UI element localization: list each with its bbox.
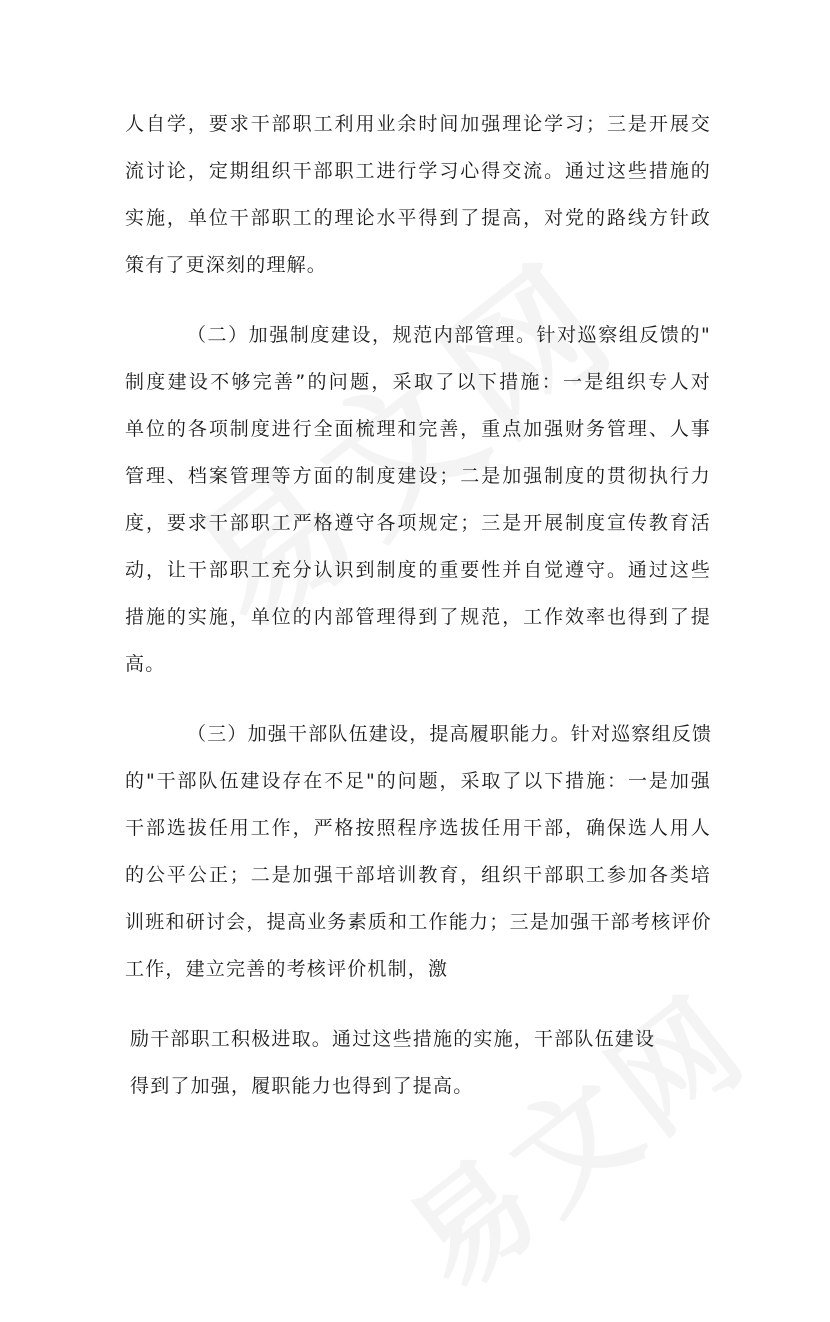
paragraph-2-line-8: 高。 — [125, 653, 166, 675]
paragraph-2-line-2: 制度建设不够完善”的问题，采取了以下措施：一是组织专人对 — [125, 371, 711, 393]
paragraph-3-line-4: 的公平公正；二是加强干部培训教育，组织干部职工参加各类培 — [125, 864, 711, 886]
paragraph-2-line-5: 度，要求干部职工严格遵守各项规定；三是开展制度宣传教育活 — [125, 512, 711, 534]
paragraph-1-line-3: 实施，单位干部职工的理论水平得到了提高，对党的路线方针政 — [125, 207, 711, 229]
paragraph-1-line-2: 流讨论，定期组织干部职工进行学习心得交流。通过这些措施的 — [125, 160, 711, 182]
paragraph-2-line-4: 管理、档案管理等方面的制度建设；二是加强制度的贯彻执行力 — [125, 465, 711, 487]
paragraph-2-line-7: 措施的实施，单位的内部管理得到了规范，工作效率也得到了提 — [125, 606, 711, 628]
paragraph-1-line-4: 策有了更深刻的理解。 — [125, 254, 328, 276]
paragraph-3-line-5: 训班和研讨会，提高业务素质和工作能力；三是加强干部考核评价 — [125, 911, 711, 933]
paragraph-3-line-3: 干部选拔任用工作，严格按照程序选拔任用干部，确保选人用人 — [125, 817, 711, 839]
paragraph-3-line-2: 的"干部队伍建设存在不足"的问题，采取了以下措施：一是加强 — [125, 770, 711, 792]
paragraph-2-line-1: （二）加强制度建设，规范内部管理。针对巡察组反馈的" — [187, 324, 711, 346]
paragraph-2-line-6: 动，让干部职工充分认识到制度的重要性并自觉遵守。通过这些 — [125, 559, 711, 581]
paragraph-4-line-1: 励干部职工积极进取。通过这些措施的实施，干部队伍建设 — [130, 1028, 656, 1050]
paragraph-3-line-6: 工作，建立完善的考核评价机制，激 — [125, 958, 449, 980]
paragraph-2-line-3: 单位的各项制度进行全面梳理和完善，重点加强财务管理、人事 — [125, 418, 711, 440]
paragraph-3-line-1: （三）加强干部队伍建设，提高履职能力。针对巡察组反馈 — [187, 723, 713, 745]
paragraph-4-line-2: 得到了加强，履职能力也得到了提高。 — [130, 1075, 474, 1097]
paragraph-1-line-1: 人自学，要求干部职工利用业余时间加强理论学习；三是开展交 — [125, 113, 711, 135]
watermark — [368, 950, 776, 1322]
